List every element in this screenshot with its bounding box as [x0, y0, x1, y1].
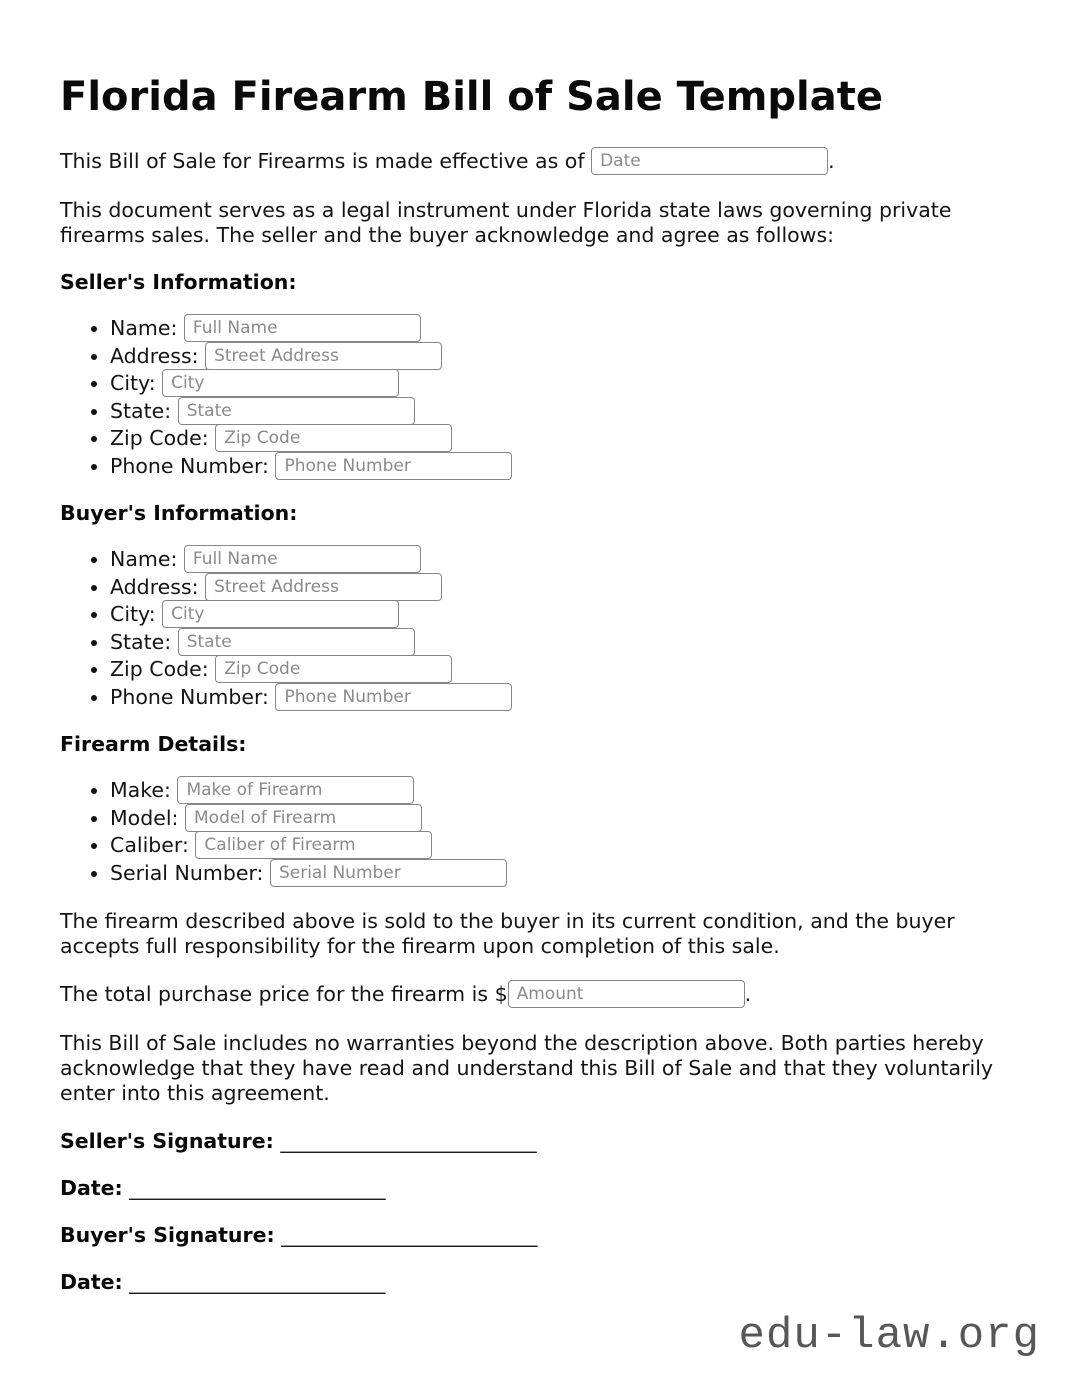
signature-blank-line: _________________________	[280, 1129, 537, 1153]
signature-label: Date:	[60, 1176, 123, 1200]
page-title: Florida Firearm Bill of Sale Template	[60, 74, 884, 120]
edu-law-watermark: edu-law.org	[738, 1311, 1040, 1361]
purchase-price-line	[60, 981, 1015, 1009]
field-row	[110, 370, 1015, 398]
firearm-model-input[interactable]	[185, 804, 422, 832]
field-row	[110, 398, 1015, 426]
firearm-make-input[interactable]	[177, 776, 414, 804]
purchase-price-period: .	[744, 982, 752, 1006]
seller-fields-list	[60, 315, 1015, 480]
field-row	[110, 425, 1015, 453]
field-row	[110, 777, 1015, 805]
field-label: Phone Number:	[110, 453, 269, 478]
field-row	[110, 453, 1015, 481]
signature-label: Seller's Signature:	[60, 1129, 274, 1153]
signature-row	[60, 1130, 1015, 1153]
buyer-zip-code-input[interactable]	[215, 655, 452, 683]
firearm-serial-number-input[interactable]	[270, 859, 507, 887]
amount-input[interactable]	[508, 980, 745, 1008]
field-row	[110, 546, 1015, 574]
seller-phone-number-input[interactable]	[275, 452, 512, 480]
field-row	[110, 629, 1015, 657]
field-label: Name:	[110, 547, 178, 571]
seller-information-heading: Seller's Information:	[60, 270, 297, 294]
field-label: Zip Code:	[110, 426, 209, 450]
signature-blank-line: _________________________	[281, 1223, 538, 1247]
buyer-fields-list	[60, 546, 1015, 711]
signature-row	[60, 1224, 1015, 1247]
seller-name-input[interactable]	[184, 314, 421, 342]
intro-paragraph: This document serves as a legal instrument under Florida state laws governing private firearms sales. The seller and the buyer acknowledge and agree as follows:	[60, 198, 952, 247]
seller-zip-code-input[interactable]	[215, 424, 452, 452]
signature-row	[60, 1271, 1015, 1294]
buyer-name-input[interactable]	[184, 545, 421, 573]
field-row	[110, 343, 1015, 371]
effective-date-text: This Bill of Sale for Firearms is made effective as of	[60, 149, 585, 173]
field-row	[110, 574, 1015, 602]
buyer-phone-number-input[interactable]	[275, 683, 512, 711]
field-label: Zip Code:	[110, 657, 209, 681]
seller-state-input[interactable]	[178, 397, 415, 425]
field-row	[110, 860, 1015, 888]
field-row	[110, 805, 1015, 833]
signature-label: Date:	[60, 1270, 123, 1294]
firearm-caliber-input[interactable]	[195, 831, 432, 859]
purchase-price-text: The total purchase price for the firearm is $	[60, 982, 508, 1006]
field-label: Make:	[110, 778, 171, 802]
date-input[interactable]	[591, 147, 828, 175]
buyer-city-input[interactable]	[162, 600, 399, 628]
buyer-address-input[interactable]	[205, 573, 442, 601]
field-label: Phone Number:	[110, 684, 269, 709]
signature-section	[60, 1130, 1015, 1294]
signature-blank-line: _________________________	[129, 1270, 386, 1294]
signature-row	[60, 1177, 1015, 1200]
field-label: Address:	[110, 574, 199, 599]
field-label: Address:	[110, 343, 199, 368]
field-row	[110, 684, 1015, 712]
signature-blank-line: _________________________	[129, 1176, 386, 1200]
field-row	[110, 832, 1015, 860]
field-label: Model:	[110, 805, 179, 830]
buyer-information-heading: Buyer's Information:	[60, 501, 298, 525]
firearm-fields-list	[60, 777, 1015, 887]
buyer-state-input[interactable]	[178, 628, 415, 656]
field-label: State:	[110, 629, 172, 654]
signature-label: Buyer's Signature:	[60, 1223, 275, 1247]
field-row	[110, 315, 1015, 343]
condition-paragraph: The firearm described above is sold to the buyer in its current condition, and the buyer accepts full responsibility for the firearm upon completion of this sale.	[60, 909, 955, 958]
field-label: State:	[110, 398, 172, 423]
effective-date-period: .	[828, 149, 835, 173]
field-label: Caliber:	[110, 833, 189, 857]
firearm-details-heading: Firearm Details:	[60, 732, 247, 756]
field-label: City:	[110, 371, 156, 395]
warranty-paragraph: This Bill of Sale includes no warranties beyond the description above. Both parties hereby acknowledge that they have read and understand this Bill of Sale and that they voluntarily enter into this agreement.	[60, 1031, 994, 1105]
effective-date-line	[60, 148, 1015, 176]
field-label: Name:	[110, 316, 178, 340]
field-row	[110, 601, 1015, 629]
field-label: Serial Number:	[110, 860, 264, 885]
field-row	[110, 656, 1015, 684]
seller-address-input[interactable]	[205, 342, 442, 370]
field-label: City:	[110, 602, 156, 626]
seller-city-input[interactable]	[162, 369, 399, 397]
